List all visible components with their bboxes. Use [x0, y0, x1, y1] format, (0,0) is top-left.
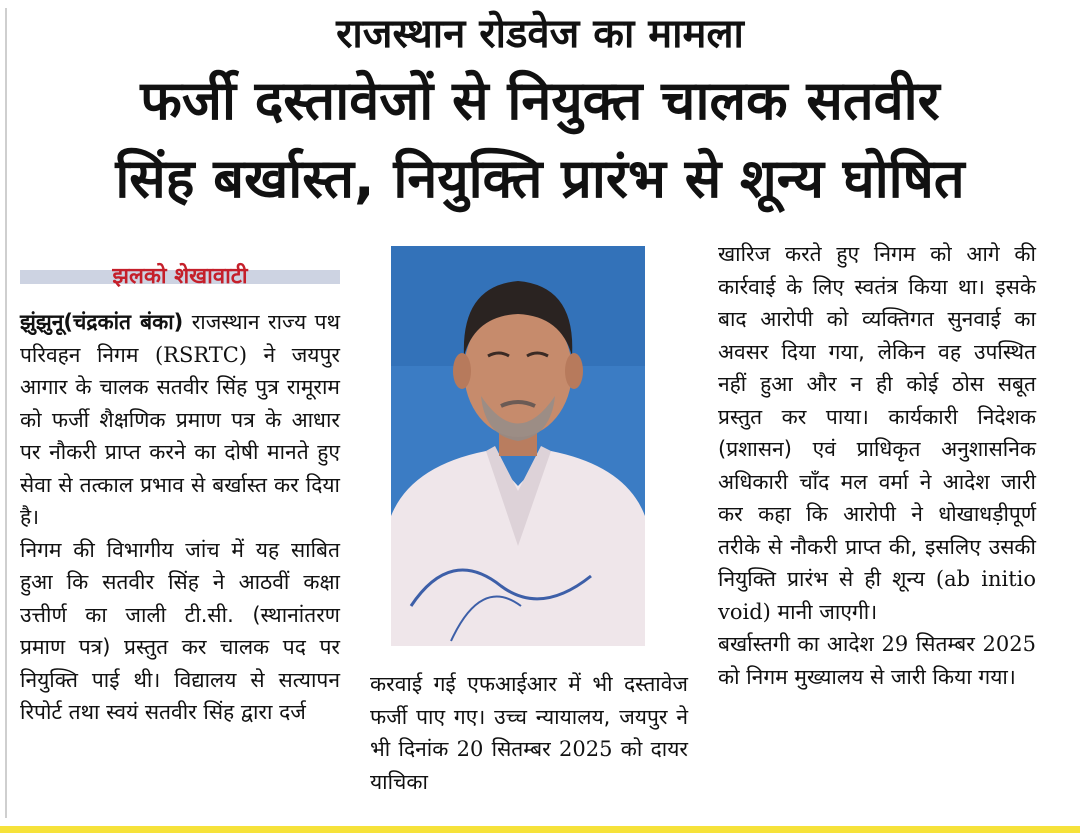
headline-line-1: फर्जी दस्तावेजों से नियुक्त चालक सतवीर	[140, 69, 940, 132]
article-column-middle	[370, 668, 688, 798]
article-column-left	[20, 306, 340, 729]
article-paragraph-2-part-1: निगम की विभागीय जांच में यह साबित हुआ कि सतवीर सिंह ने आठवीं कक्षा उत्तीर्ण का जाली टी.सी. (स्थानांतरण प्रमाण पत्र) प्रस्तुत कर चालक पद पर नियुक्ति पाई थी। विद्यालय से सत्यापन रिपोर्ट तथा स्वयं सतवीर सिंह द्वारा दर्ज	[20, 537, 340, 724]
person-photo	[391, 246, 645, 646]
article-paragraph-2-part-3: खारिज करते हुए निगम को आगे की कार्रवाई के लिए स्वतंत्र किया था। इसके बाद आरोपी को व्यक्तिगत सुनवाई का अवसर दिया गया, लेकिन वह उपस्थित नहीं हुआ और न ही कोई ठोस सबूत प्रस्तुत कर पाया। कार्यकारी निदेशक (प्रशासन) एवं प्राधिकृत अनुशासनिक अधिकारी चाँद मल वर्मा ने आदेश जारी कर कहा कि आरोपी ने धोखाधड़ीपूर्ण तरीके से नौकरी प्राप्त की, इसलिए उसकी नियुक्ति प्रारंभ से ही शून्य (ab initio void) मानी जाएगी।	[718, 242, 1036, 624]
article-paragraph-1: झुंझुनू(चंद्रकांत बंका) राजस्थान राज्य पथ परिवहन निगम (RSRTC) ने जयपुर आगार के चालक सतवीर सिंह पुत्र रामूराम को फर्जी शैक्षणिक प्रमाण पत्र के आधार पर नौकरी प्राप्त करने का दोषी मानते हुए सेवा से तत्काल प्रभाव से बर्खास्त कर दिया है।	[20, 310, 341, 529]
article-paragraph-3: बर्खास्तगी का आदेश 29 सितम्बर 2025 को निगम मुख्यालय से जारी किया गया।	[718, 632, 1036, 689]
headline-line-2: सिंह बर्खास्त, नियुक्ति प्रारंभ से शून्य घोषित	[115, 147, 965, 210]
article-paragraph-2-part-2: करवाई गई एफआईआर में भी दस्तावेज फर्जी पाए गए। उच्च न्यायालय, जयपुर ने भी दिनांक 20 सितम्बर 2025 को दायर याचिका	[370, 672, 688, 794]
byline-text: झलको शेखावाटी	[112, 264, 248, 289]
dateline: झुंझुनू(चंद्रकांत बंका)	[20, 310, 184, 334]
left-border-rule	[5, 8, 7, 818]
kicker-heading: राजस्थान रोडवेज का मामला	[336, 11, 744, 57]
bottom-yellow-rule	[0, 826, 1080, 833]
byline-block	[20, 262, 340, 288]
article-column-right	[718, 238, 1036, 693]
